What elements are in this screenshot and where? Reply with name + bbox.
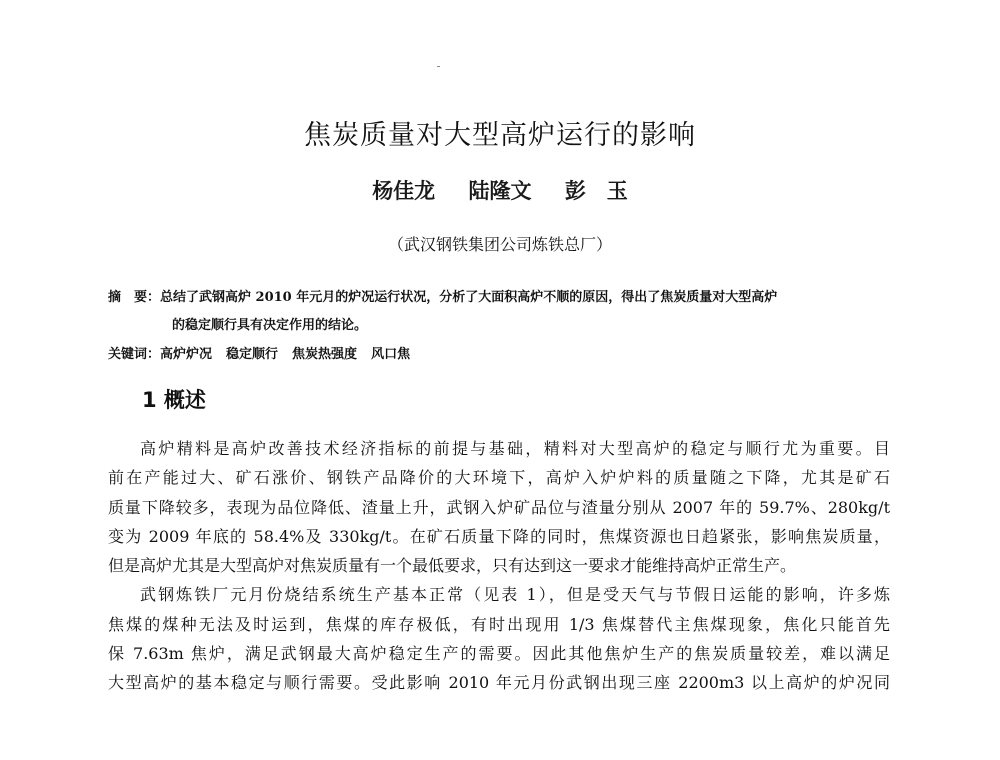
keyword: 风口焦 (371, 347, 411, 362)
body-line: 焦煤的煤种无法及时运到，焦煤的库存极低，有时出现用 1/3 焦煤替代主焦煤现象，焦化只能首先 (108, 614, 890, 634)
author-3: 彭 玉 (564, 178, 628, 203)
author-2: 陆隆文 (468, 178, 532, 203)
scan-speck (437, 66, 440, 67)
abstract-label: 摘 要： (108, 290, 161, 305)
abstract-text-1: 总结了武钢高炉 2010 年元月的炉况运行状况，分析了大面积高炉不顺的原因，得出了焦炭质量对大型高炉 (160, 290, 778, 305)
keyword: 焦炭热强度 (292, 347, 358, 362)
body-line: 前在产能过大、矿石涨价、钢铁产品降价的大环境下，高炉入炉炉料的质量随之下降，尤其是矿石 (108, 468, 890, 488)
author-1: 杨佳龙 (372, 178, 436, 203)
body-line: 变为 2009 年底的 58.4%及 330kg/t。在矿石质量下降的同时，焦煤资源也日趋紧张，影响焦炭质量， (108, 526, 890, 546)
section-heading: 1 概述 (142, 388, 206, 412)
body-line: 保 7.63m 焦炉，满足武钢最大高炉稳定生产的需要。因此其他焦炉生产的焦炭质量较差，难以满足 (108, 644, 890, 664)
keyword: 高炉炉况 (160, 347, 213, 362)
author-list (0, 176, 1000, 206)
affiliation: （武汉钢铁集团公司炼铁总厂） (387, 235, 612, 254)
body-line: 质量下降较多，表现为品位降低、渣量上升，武钢入炉矿品位与渣量分别从 2007 年的 59.7%、280kg/t (108, 497, 890, 517)
paper-title: 焦炭质量对大型高炉运行的影响 (304, 120, 696, 151)
abstract-line-2: 的稳定顺行具有决定作用的结论。 (172, 318, 368, 333)
keywords (108, 342, 424, 368)
body-text (108, 434, 890, 698)
abstract-line-1 (108, 284, 888, 312)
body-line: 但是高炉尤其是大型高炉对焦炭质量有一个最低要求，只有达到这一要求才能维持高炉正常生产。 (108, 556, 797, 576)
keyword: 稳定顺行 (226, 347, 279, 362)
body-line: 大型高炉的基本稳定与顺行需要。受此影响 2010 年元月份武钢出现三座 2200m3 以上高炉的炉况同 (108, 673, 890, 693)
keywords-label: 关键词： (108, 347, 161, 362)
body-line: 高炉精料是高炉改善技术经济指标的前提与基础，精料对大型高炉的稳定与顺行尤为重要。目 (140, 439, 890, 458)
body-line: 武钢炼铁厂元月份烧结系统生产基本正常（见表 1），但是受天气与节假日运能的影响，许多炼 (140, 585, 890, 605)
abstract (108, 284, 888, 340)
